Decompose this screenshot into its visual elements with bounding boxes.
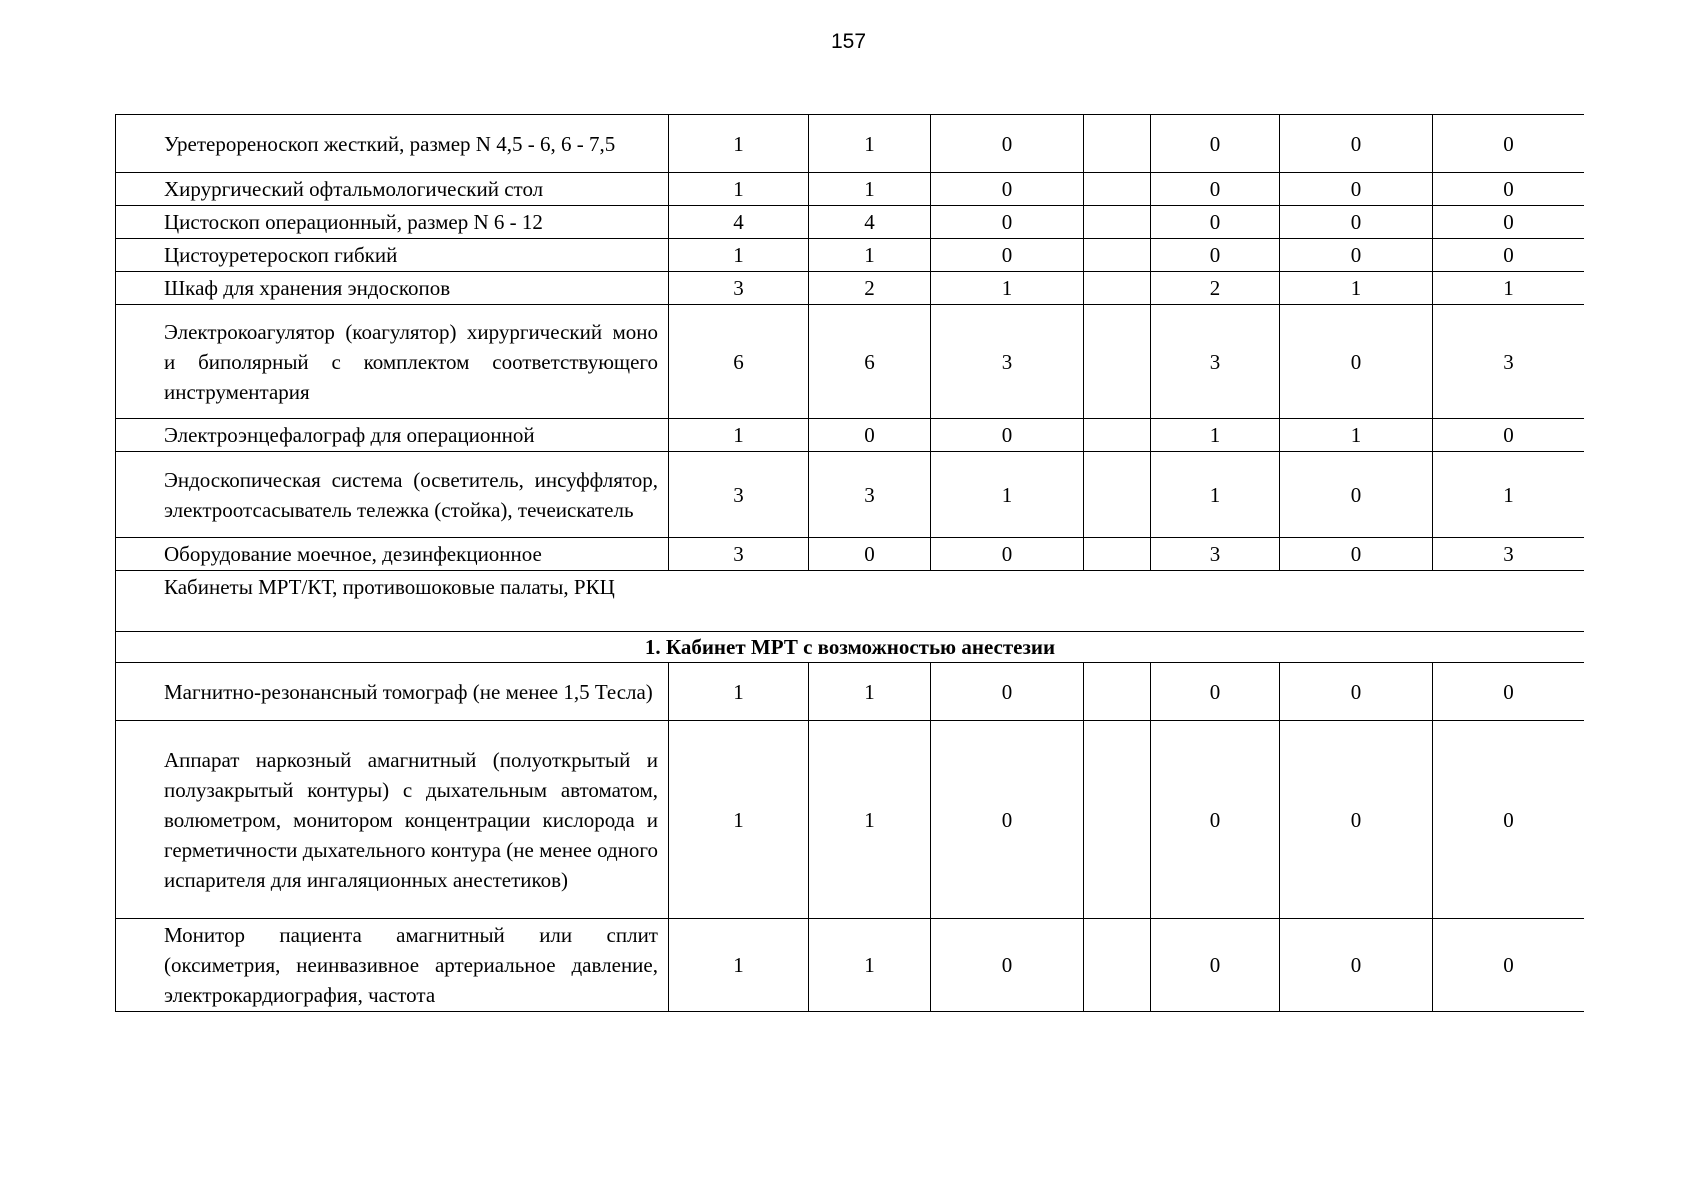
table-row <box>116 305 1585 419</box>
quantity-cell: 3 <box>669 452 809 538</box>
page-number: 157 <box>830 30 867 53</box>
quantity-cell: 0 <box>1151 239 1280 272</box>
equipment-table-container <box>115 114 1584 1044</box>
quantity-cell: 0 <box>1433 206 1585 239</box>
quantity-cell: 1 <box>669 419 809 452</box>
quantity-cell: 0 <box>1280 239 1433 272</box>
quantity-cell: 1 <box>931 272 1084 305</box>
quantity-cell: 0 <box>931 919 1084 1012</box>
quantity-cell <box>1084 206 1151 239</box>
equipment-name-cell: Монитор пациента амагнитный или сплит (оксиметрия, неинвазивное артериальное давление, электрокардиография, частота <box>116 919 669 1012</box>
table-row <box>116 721 1585 919</box>
quantity-cell: 0 <box>1280 452 1433 538</box>
quantity-cell: 3 <box>809 452 931 538</box>
quantity-cell: 0 <box>1433 721 1585 919</box>
quantity-cell: 1 <box>1151 419 1280 452</box>
table-row <box>116 173 1585 206</box>
quantity-cell <box>1084 538 1151 571</box>
quantity-cell: 2 <box>809 272 931 305</box>
quantity-cell: 3 <box>669 538 809 571</box>
subsection-row <box>116 632 1585 663</box>
quantity-cell: 0 <box>1280 305 1433 419</box>
equipment-name-cell: Магнитно-резонансный томограф (не менее 1,5 Тесла) <box>116 663 669 721</box>
quantity-cell: 0 <box>1151 173 1280 206</box>
quantity-cell: 1 <box>809 239 931 272</box>
quantity-cell: 0 <box>1280 538 1433 571</box>
quantity-cell: 1 <box>1280 272 1433 305</box>
equipment-name-cell: Электрокоагулятор (коагулятор) хирургический моно и биполярный с комплектом соответствующего инструментария <box>116 305 669 419</box>
quantity-cell: 1 <box>669 663 809 721</box>
quantity-cell: 0 <box>931 173 1084 206</box>
quantity-cell <box>1084 663 1151 721</box>
quantity-cell <box>1084 239 1151 272</box>
quantity-cell: 4 <box>669 206 809 239</box>
quantity-cell: 1 <box>809 115 931 173</box>
quantity-cell: 1 <box>1151 452 1280 538</box>
quantity-cell: 0 <box>931 115 1084 173</box>
table-row <box>116 115 1585 173</box>
quantity-cell: 0 <box>931 663 1084 721</box>
quantity-cell: 3 <box>931 305 1084 419</box>
quantity-cell <box>1084 419 1151 452</box>
equipment-name-cell: Оборудование моечное, дезинфекционное <box>116 538 669 571</box>
quantity-cell: 0 <box>809 419 931 452</box>
quantity-cell: 1 <box>1433 452 1585 538</box>
quantity-cell: 1 <box>809 173 931 206</box>
table-row <box>116 272 1585 305</box>
quantity-cell: 1 <box>809 663 931 721</box>
quantity-cell: 0 <box>1280 919 1433 1012</box>
equipment-name-cell: Цистоуретероскоп гибкий <box>116 239 669 272</box>
quantity-cell: 1 <box>809 721 931 919</box>
equipment-name-cell: Цистоскоп операционный, размер N 6 - 12 <box>116 206 669 239</box>
quantity-cell: 0 <box>1151 115 1280 173</box>
equipment-name-cell: Электроэнцефалограф для операционной <box>116 419 669 452</box>
quantity-cell <box>1084 452 1151 538</box>
quantity-cell <box>1084 919 1151 1012</box>
quantity-cell: 0 <box>931 419 1084 452</box>
quantity-cell <box>1084 173 1151 206</box>
quantity-cell: 6 <box>809 305 931 419</box>
quantity-cell: 0 <box>1280 663 1433 721</box>
quantity-cell: 3 <box>669 272 809 305</box>
section-title: Кабинеты МРТ/КТ, противошоковые палаты, РКЦ <box>116 571 1585 632</box>
quantity-cell: 1 <box>1280 419 1433 452</box>
quantity-cell: 0 <box>931 239 1084 272</box>
quantity-cell: 1 <box>931 452 1084 538</box>
quantity-cell: 1 <box>669 173 809 206</box>
quantity-cell: 0 <box>1280 173 1433 206</box>
table-row <box>116 206 1585 239</box>
quantity-cell: 3 <box>1151 305 1280 419</box>
quantity-cell: 4 <box>809 206 931 239</box>
equipment-name-cell: Хирургический офтальмологический стол <box>116 173 669 206</box>
quantity-cell: 0 <box>1433 919 1585 1012</box>
quantity-cell: 3 <box>1433 305 1585 419</box>
quantity-cell: 6 <box>669 305 809 419</box>
quantity-cell: 0 <box>931 721 1084 919</box>
quantity-cell: 0 <box>1433 663 1585 721</box>
quantity-cell: 0 <box>1433 419 1585 452</box>
quantity-cell: 0 <box>1151 663 1280 721</box>
quantity-cell: 0 <box>931 206 1084 239</box>
table-row <box>116 239 1585 272</box>
quantity-cell: 0 <box>1433 115 1585 173</box>
table-row <box>116 538 1585 571</box>
quantity-cell: 0 <box>1151 721 1280 919</box>
quantity-cell: 2 <box>1151 272 1280 305</box>
quantity-cell: 0 <box>931 538 1084 571</box>
subsection-title: 1. Кабинет МРТ с возможностью анестезии <box>116 632 1585 663</box>
quantity-cell: 1 <box>669 239 809 272</box>
quantity-cell <box>1084 305 1151 419</box>
quantity-cell: 0 <box>1151 206 1280 239</box>
quantity-cell: 0 <box>1433 173 1585 206</box>
quantity-cell: 0 <box>1280 721 1433 919</box>
quantity-cell: 1 <box>809 919 931 1012</box>
quantity-cell: 0 <box>1280 206 1433 239</box>
equipment-name-cell: Эндоскопическая система (осветитель, инсуффлятор, электроотсасыватель тележка (стойка), течеискатель <box>116 452 669 538</box>
quantity-cell: 1 <box>669 721 809 919</box>
quantity-cell: 1 <box>669 115 809 173</box>
table-row <box>116 419 1585 452</box>
quantity-cell: 1 <box>1433 272 1585 305</box>
table-row <box>116 452 1585 538</box>
quantity-cell: 0 <box>1433 239 1585 272</box>
quantity-cell: 3 <box>1151 538 1280 571</box>
quantity-cell: 0 <box>809 538 931 571</box>
quantity-cell: 0 <box>1151 919 1280 1012</box>
quantity-cell: 3 <box>1433 538 1585 571</box>
equipment-name-cell: Шкаф для хранения эндоскопов <box>116 272 669 305</box>
table-row <box>116 663 1585 721</box>
equipment-name-cell: Уретерореноскоп жесткий, размер N 4,5 - 6, 6 - 7,5 <box>116 115 669 173</box>
quantity-cell: 0 <box>1280 115 1433 173</box>
equipment-name-cell: Аппарат наркозный амагнитный (полуоткрытый и полузакрытый контуры) с дыхательным автоматом, волюметром, монитором концентрации кислорода и герметичности дыхательного контура (не менее одного испарителя для ингаляционных анестетиков) <box>116 721 669 919</box>
quantity-cell <box>1084 272 1151 305</box>
quantity-cell <box>1084 115 1151 173</box>
quantity-cell <box>1084 721 1151 919</box>
quantity-cell: 1 <box>669 919 809 1012</box>
table-row <box>116 919 1585 1012</box>
section-row <box>116 571 1585 632</box>
equipment-table <box>115 114 1584 1012</box>
